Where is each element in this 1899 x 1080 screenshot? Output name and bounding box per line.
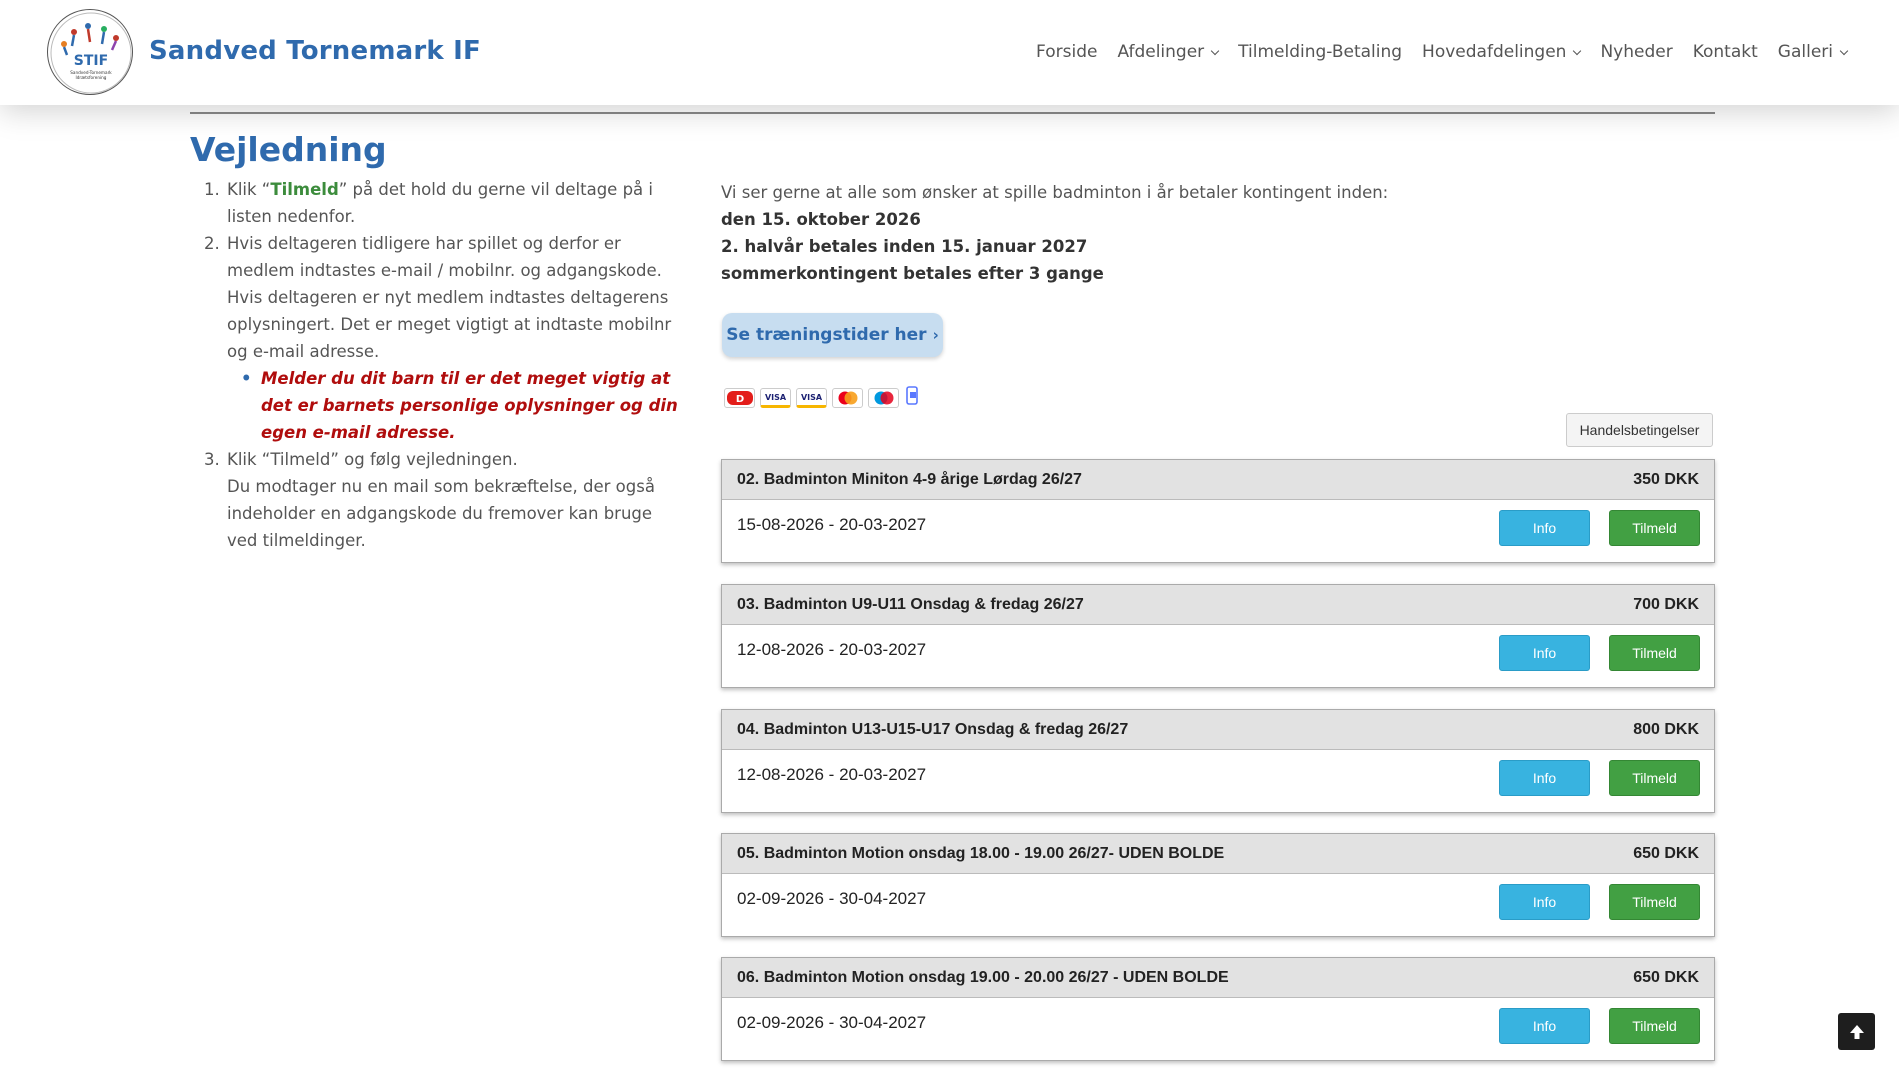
- course-body: [722, 500, 1714, 563]
- course-header: [722, 585, 1714, 625]
- arrow-up-icon: [1848, 1023, 1866, 1041]
- course-dates: 15-08-2026 - 20-03-2027: [737, 515, 927, 534]
- visa-electron-icon: VISA: [796, 388, 827, 408]
- club-logo[interactable]: [47, 9, 133, 95]
- nav-label: Kontakt: [1692, 42, 1758, 62]
- nav-label: Afdelinger: [1117, 42, 1205, 62]
- guide-instructions: [205, 176, 680, 554]
- info-button[interactable]: Info: [1499, 760, 1590, 796]
- signup-button[interactable]: Tilmeld: [1609, 1008, 1700, 1044]
- nav-label: Tilmelding-Betaling: [1238, 42, 1403, 62]
- course-name: 02. Badminton Miniton 4-9 årige Lørdag 26/27: [737, 470, 1082, 488]
- course-header: [722, 710, 1714, 750]
- svg-text:Sandved-Tornemark: Sandved-Tornemark: [70, 70, 112, 75]
- dankort-icon: [724, 388, 755, 408]
- course-dates: 12-08-2026 - 20-03-2027: [737, 765, 927, 784]
- chevron-down-icon: [1840, 46, 1848, 54]
- main-nav: [1036, 42, 1847, 62]
- signup-button[interactable]: Tilmeld: [1609, 635, 1700, 671]
- nav-item-nyheder[interactable]: [1600, 42, 1672, 62]
- step-text: ” på det hold du gerne vil deltage på i listen nedenfor.: [227, 180, 653, 226]
- payment-intro: [721, 179, 1621, 287]
- signup-button[interactable]: Tilmeld: [1609, 760, 1700, 796]
- nav-item-galleri[interactable]: [1778, 42, 1847, 62]
- course-body: [722, 750, 1714, 813]
- mobilepay-icon: [904, 386, 920, 410]
- training-times-button[interactable]: [722, 313, 943, 357]
- info-button[interactable]: Info: [1499, 1008, 1590, 1044]
- info-button[interactable]: Info: [1499, 635, 1590, 671]
- chevron-down-icon: [1573, 46, 1581, 54]
- course-dates: 12-08-2026 - 20-03-2027: [737, 640, 927, 659]
- course-body: [722, 998, 1714, 1061]
- step-text: Hvis deltageren tidligere har spillet og derfor er medlem indtastes e-mail / mobilnr. og adgangskode. Hvis deltageren er nyt medlem indtastes deltagerens oplysningert. Det er meget vigtigt at indtaste mobilnr og e-mail adresse.: [227, 234, 672, 361]
- nav-label: Forside: [1036, 42, 1098, 62]
- info-button[interactable]: Info: [1499, 884, 1590, 920]
- divider: [190, 112, 1715, 114]
- course-price: 350 DKK: [1633, 470, 1699, 488]
- step-text: Klik “: [227, 180, 271, 199]
- page-title: Vejledning: [190, 130, 387, 169]
- svg-text:D: D: [735, 394, 744, 405]
- course-card: [721, 459, 1715, 563]
- course-price: 650 DKK: [1633, 844, 1699, 862]
- course-card: [721, 833, 1715, 937]
- course-card: [721, 957, 1715, 1061]
- course-price: 800 DKK: [1633, 720, 1699, 738]
- deadline-line: den 15. oktober 2026: [721, 210, 921, 229]
- course-header: [722, 834, 1714, 874]
- chevron-down-icon: [1211, 46, 1219, 54]
- guide-step-2: [225, 230, 680, 446]
- intro-text: Vi ser gerne at alle som ønsker at spille badminton i år betaler kontingent inden:: [721, 183, 1389, 202]
- course-price: 650 DKK: [1633, 968, 1699, 986]
- signup-button[interactable]: Tilmeld: [1609, 884, 1700, 920]
- training-times-label: Se træningstider her: [726, 325, 927, 345]
- course-name: 03. Badminton U9-U11 Onsdag & fredag 26/27: [737, 595, 1084, 613]
- step-text: Du modtager nu en mail som bekræftelse, der også indeholder en adgangskode du fremover kan bruge ved tilmeldinger.: [227, 477, 655, 550]
- course-card: [721, 709, 1715, 813]
- course-dates: 02-09-2026 - 30-04-2027: [737, 889, 927, 908]
- course-name: 05. Badminton Motion onsdag 18.00 - 19.00 26/27- UDEN BOLDE: [737, 844, 1225, 862]
- maestro-icon: [868, 388, 899, 408]
- warning-note: • Melder du dit barn til er det meget vigtig at det er barnets personlige oplysninger og din egen e-mail adresse.: [259, 365, 680, 446]
- nav-item-tilmelding-betaling[interactable]: [1238, 42, 1402, 62]
- nav-label: Nyheder: [1600, 42, 1673, 62]
- nav-label: Galleri: [1777, 42, 1833, 62]
- chevron-right-icon: ›: [932, 326, 939, 344]
- svg-text:STIF: STIF: [73, 53, 109, 69]
- course-header: [722, 460, 1714, 500]
- site-header: [0, 0, 1899, 105]
- nav-item-forside[interactable]: [1036, 42, 1097, 62]
- nav-label: Hovedafdelingen: [1422, 42, 1567, 62]
- course-header: [722, 958, 1714, 998]
- nav-item-afdelinger[interactable]: [1117, 42, 1218, 62]
- site-title[interactable]: Sandved Tornemark IF: [149, 36, 481, 66]
- deadline-line: 2. halvår betales inden 15. januar 2027: [721, 237, 1088, 256]
- course-body: [722, 625, 1714, 688]
- info-button[interactable]: Info: [1499, 510, 1590, 546]
- signup-button[interactable]: Tilmeld: [1609, 510, 1700, 546]
- course-body: [722, 874, 1714, 937]
- step-text: Klik “Tilmeld” og følg vejledningen.: [227, 450, 518, 469]
- visa-icon: VISA: [760, 388, 791, 408]
- course-card: [721, 584, 1715, 688]
- mastercard-icon: [832, 388, 863, 408]
- terms-button[interactable]: Handelsbetingelser: [1566, 413, 1713, 447]
- scroll-to-top-button[interactable]: [1838, 1013, 1875, 1050]
- course-name: 06. Badminton Motion onsdag 19.00 - 20.00 26/27 - UDEN BOLDE: [737, 968, 1229, 986]
- guide-step-1: [225, 176, 680, 230]
- deadline-line: sommerkontingent betales efter 3 gange: [721, 264, 1104, 283]
- payment-methods: [724, 386, 920, 410]
- guide-step-3: [225, 446, 680, 554]
- nav-item-hovedafdelingen[interactable]: [1422, 42, 1580, 62]
- course-name: 04. Badminton U13-U15-U17 Onsdag & fredag 26/27: [737, 720, 1129, 738]
- logo-emblem-icon: [48, 10, 133, 95]
- course-dates: 02-09-2026 - 30-04-2027: [737, 1013, 927, 1032]
- svg-text:Idrætsforening: Idrætsforening: [75, 75, 107, 80]
- course-price: 700 DKK: [1633, 595, 1699, 613]
- tilmeld-highlight: Tilmeld: [270, 180, 339, 199]
- nav-item-kontakt[interactable]: [1693, 42, 1758, 62]
